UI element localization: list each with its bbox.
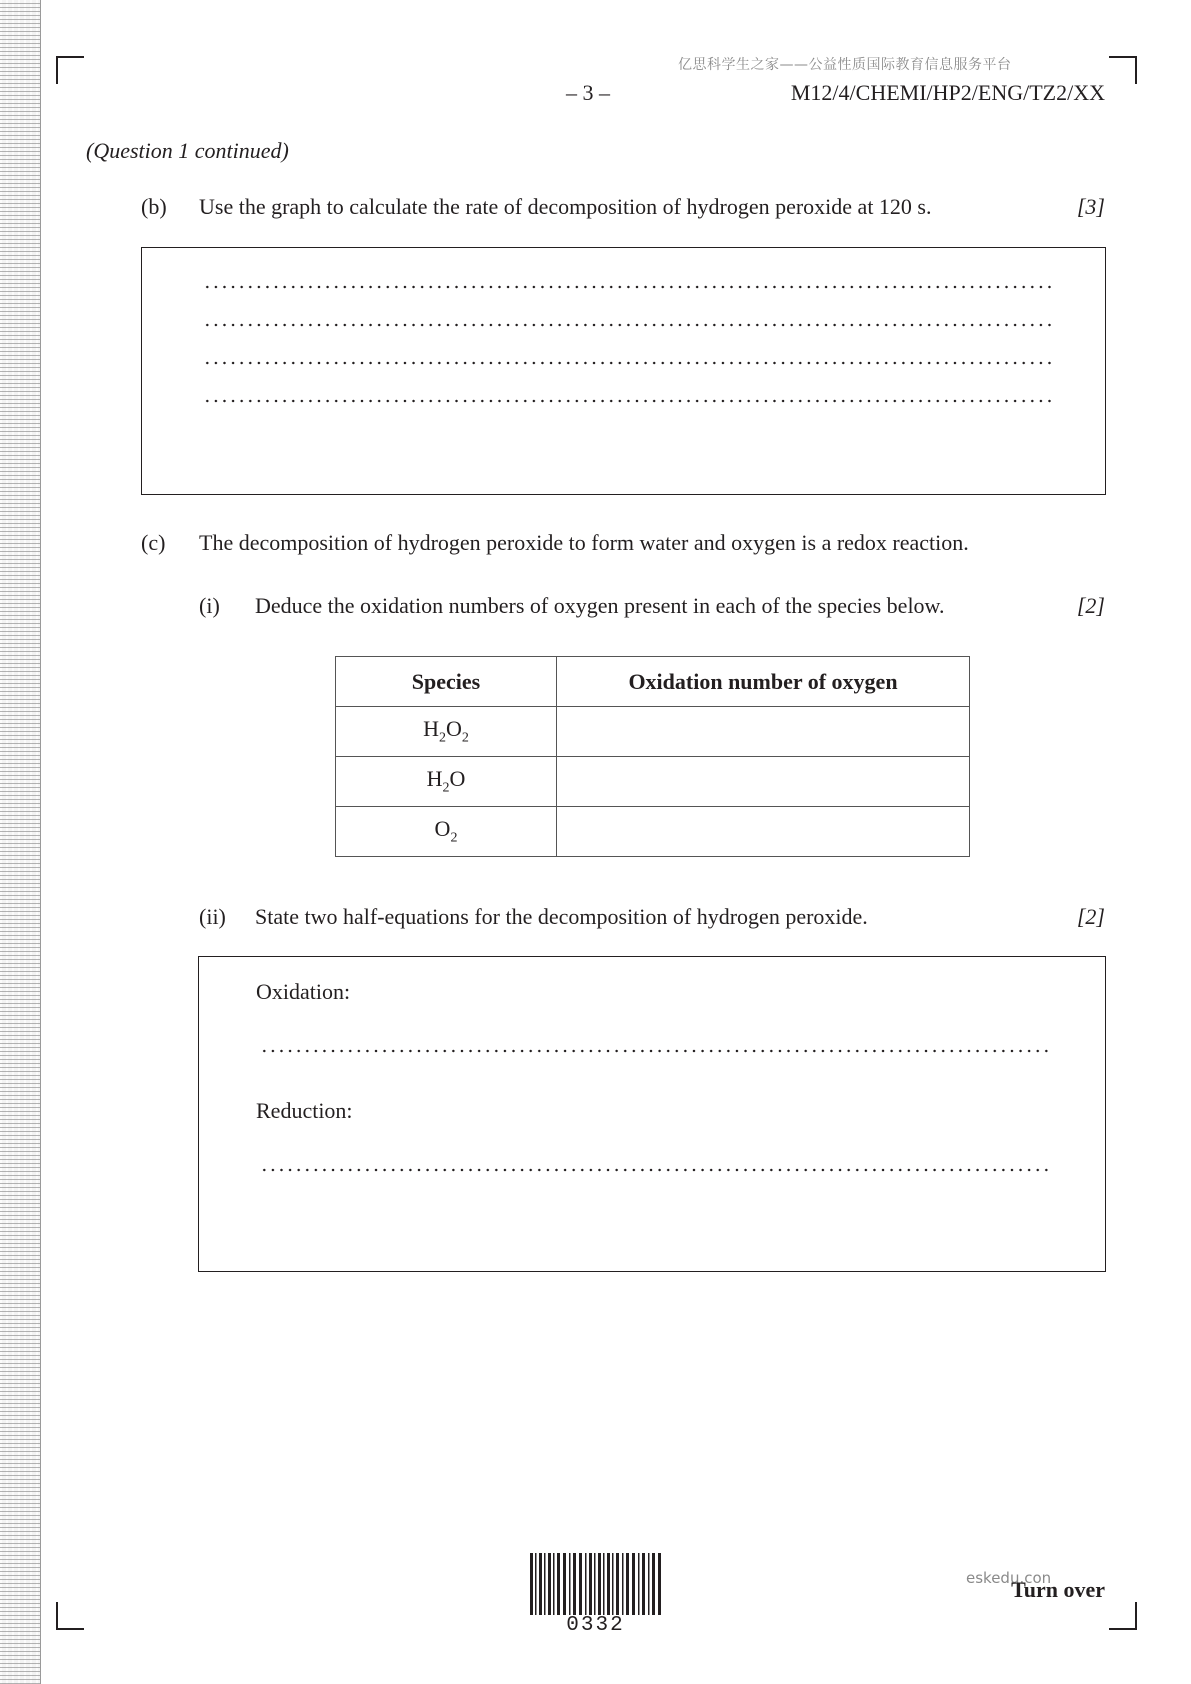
part-b-label: (b) [141,194,167,219]
part-c-i-label: (i) [199,593,220,618]
species-o2: $O_2$ [336,807,557,857]
turn-over: Turn over [1011,1577,1105,1602]
part-c-label: (c) [141,530,166,555]
species-h2o: $H_2O$ [336,757,557,807]
footer-watermark: eskedu.con [966,1569,1052,1587]
crop-mark-bottom-left [56,1602,84,1630]
part-c-i-question: Deduce the oxidation numbers of oxygen present in each of the species below. [255,593,945,618]
part-b-answer-box[interactable] [141,247,1106,495]
crop-mark-top-left [56,56,84,84]
answer-line[interactable] [203,358,1053,368]
species-h2o2: $H_2O_2$ [336,707,557,757]
oxidation-answer-cell[interactable] [557,807,970,857]
header-oxidation-number: Oxidation number of oxygen [557,657,970,707]
part-c-statement: The decomposition of hydrogen peroxide to form water and oxygen is a redox reaction. [199,530,969,555]
exam-code: M12/4/CHEMI/HP2/ENG/TZ2/XX [790,80,1105,105]
table-row [336,707,970,757]
reduction-answer-line[interactable] [260,1165,1050,1175]
part-c-ii-label: (ii) [199,904,226,929]
part-c-ii-answer-box[interactable] [198,956,1106,1272]
answer-line[interactable] [203,396,1053,406]
header-watermark: 亿思科学生之家——公益性质国际教育信息服务平台 [678,57,1012,73]
part-b-marks: [3] [1076,194,1105,219]
table-row [336,757,970,807]
crop-mark-bottom-right [1109,1602,1137,1630]
page-number: – 3 – [566,80,610,105]
part-c-ii-marks: [2] [1076,904,1105,929]
crop-mark-top-right [1109,56,1137,84]
question-continued: (Question 1 continued) [86,138,289,163]
header-species: Species [336,657,557,707]
part-c-ii-question: State two half-equations for the decomposition of hydrogen peroxide. [255,904,868,929]
oxidation-label: Oxidation: [256,979,351,1004]
oxidation-answer-line[interactable] [260,1046,1050,1056]
barcode [530,1553,661,1615]
oxidation-number-table [335,656,970,857]
table-row [336,807,970,857]
answer-line[interactable] [203,320,1053,330]
oxidation-answer-cell[interactable] [557,757,970,807]
reduction-label: Reduction: [256,1098,353,1123]
part-b-question: Use the graph to calculate the rate of decomposition of hydrogen peroxide at 120 s. [199,194,932,219]
answer-line[interactable] [203,282,1053,292]
oxidation-answer-cell[interactable] [557,707,970,757]
barcode-number: 0332 [566,1614,625,1637]
binding-strip [0,0,41,1684]
table-header-row [336,657,970,707]
part-c-i-marks: [2] [1076,593,1105,618]
